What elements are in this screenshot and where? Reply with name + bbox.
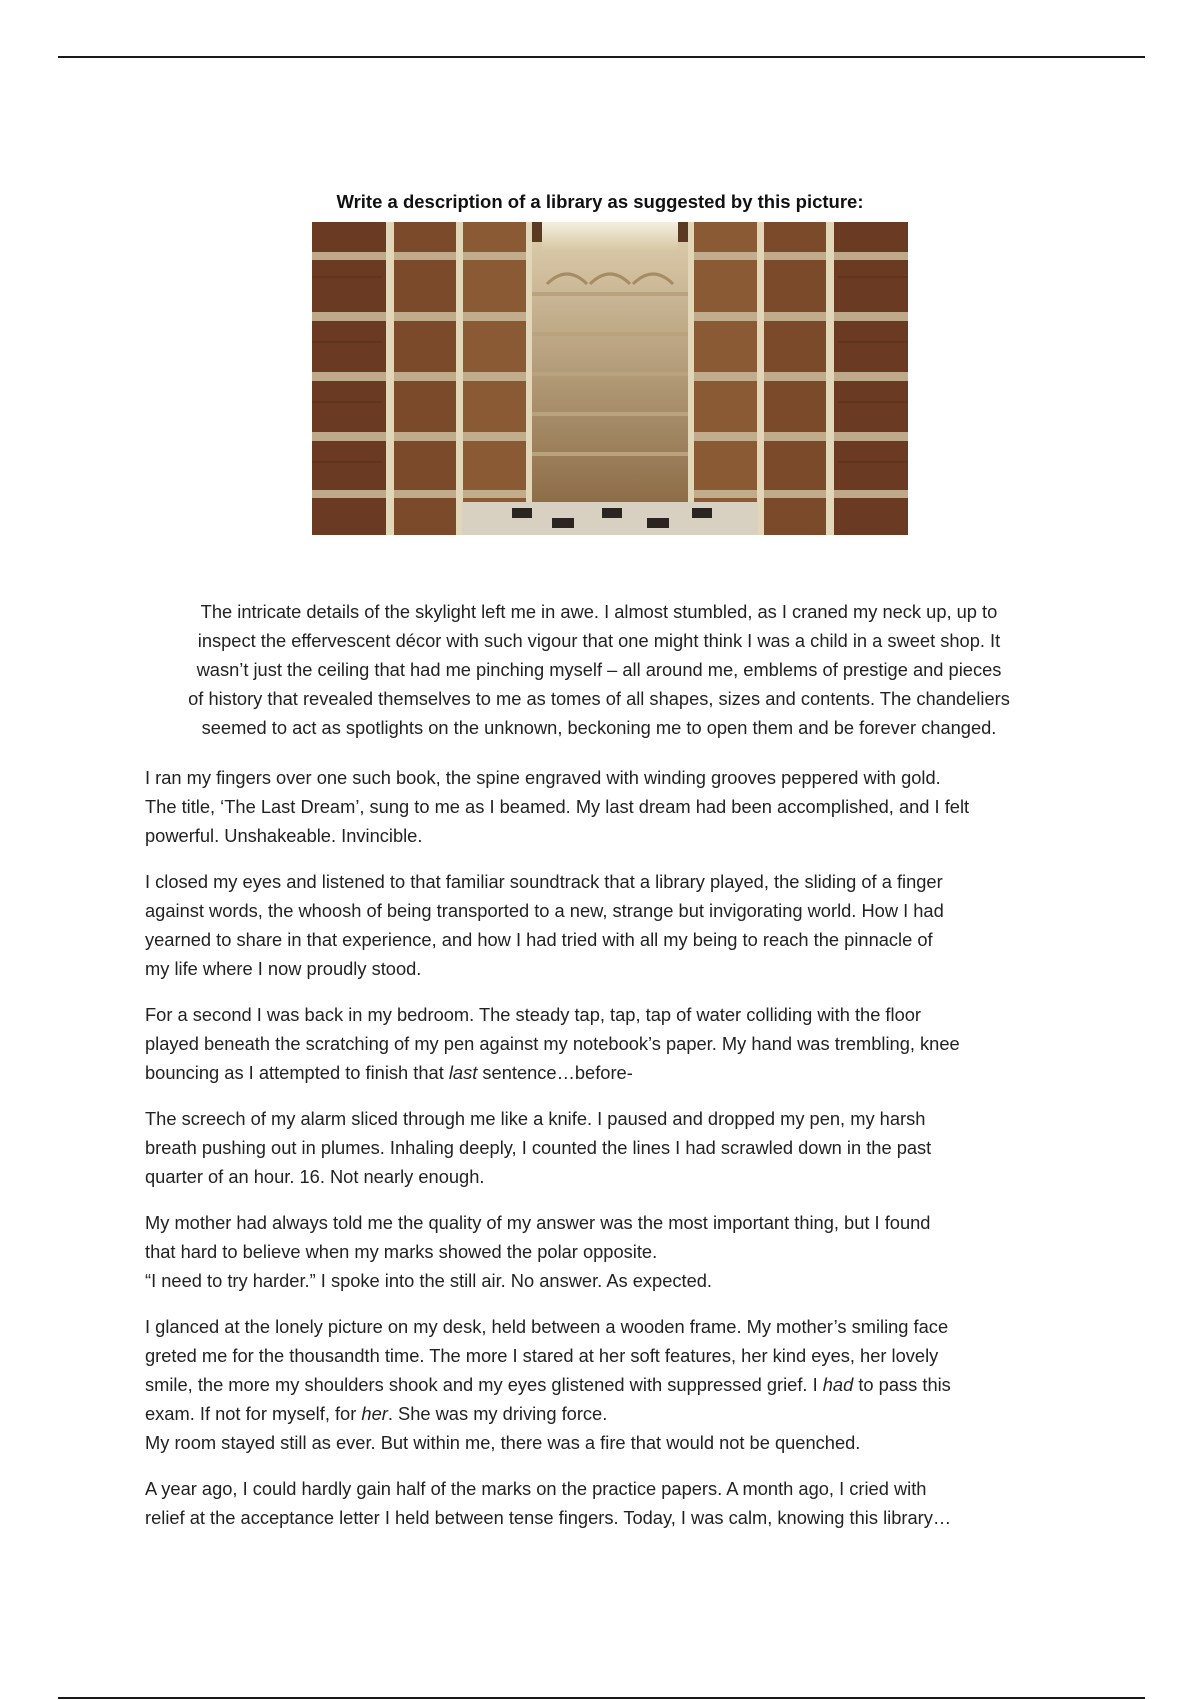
- paragraph: [145, 1104, 1053, 1191]
- library-photo: [312, 222, 908, 535]
- text-line: breath pushing out in plumes. Inhaling deeply, I counted the lines I had scrawled down in the past: [145, 1137, 932, 1158]
- paragraph: [145, 867, 1053, 983]
- text-line: I closed my eyes and listened to that familiar soundtrack that a library played, the sliding of a finger: [145, 871, 943, 892]
- text-line: inspect the effervescent décor with such vigour that one might think I was a child in a sweet shop. It: [197, 630, 1001, 651]
- text-line: smile, the more my shoulders shook and my eyes glistened with suppressed grief. I had to pass this: [145, 1374, 951, 1395]
- text-line: that hard to believe when my marks showed the polar opposite.: [145, 1241, 658, 1262]
- top-rule: [58, 56, 1145, 58]
- emphasis: her: [361, 1403, 388, 1424]
- text-line: The screech of my alarm sliced through me like a knife. I paused and dropped my pen, my harsh: [145, 1108, 926, 1129]
- intro-paragraph: [140, 597, 1058, 759]
- bottom-rule: [58, 1697, 1145, 1699]
- text-line: my life where I now proudly stood.: [145, 958, 422, 979]
- text-line: bouncing as I attempted to finish that last sentence…before-: [145, 1062, 633, 1083]
- text-line: I ran my fingers over one such book, the spine engraved with winding grooves peppered with gold.: [145, 767, 941, 788]
- emphasis: had: [822, 1374, 854, 1395]
- paragraph: [145, 1312, 1053, 1457]
- text-line: A year ago, I could hardly gain half of the marks on the practice papers. A month ago, I cried with: [145, 1478, 927, 1499]
- text-line: The intricate details of the skylight left me in awe. I almost stumbled, as I craned my neck up, up to: [200, 601, 998, 622]
- paragraph: [145, 1474, 1053, 1532]
- text-line: of history that revealed themselves to me as tomes of all shapes, sizes and contents. The chandeliers: [188, 688, 1010, 709]
- emphasis: last: [448, 1062, 478, 1083]
- text-line: powerful. Unshakeable. Invincible.: [145, 825, 423, 846]
- text-line: The title, ‘The Last Dream’, sung to me as I beamed. My last dream had been accomplished, and I felt: [145, 796, 970, 817]
- text-line: played beneath the scratching of my pen against my notebook’s paper. My hand was trembling, knee: [145, 1033, 960, 1054]
- text-line: “I need to try harder.” I spoke into the still air. No answer. As expected.: [145, 1270, 713, 1291]
- text-line: For a second I was back in my bedroom. The steady tap, tap, tap of water colliding with the floor: [145, 1004, 921, 1025]
- text-line: wasn’t just the ceiling that had me pinching myself – all around me, emblems of prestige and pieces: [196, 659, 1002, 680]
- text-line: greted me for the thousandth time. The more I stared at her soft features, her kind eyes, her lovely: [145, 1345, 939, 1366]
- text-line: I glanced at the lonely picture on my desk, held between a wooden frame. My mother’s smiling face: [145, 1316, 949, 1337]
- prompt-heading: Write a description of a library as suggested by this picture:: [336, 191, 864, 212]
- paragraph: [145, 1208, 1053, 1295]
- text-line: relief at the acceptance letter I held between tense fingers. Today, I was calm, knowing this library…: [145, 1507, 952, 1528]
- text-line: yearned to share in that experience, and how I had tried with all my being to reach the pinnacle of: [145, 929, 933, 950]
- text-line: quarter of an hour. 16. Not nearly enough.: [145, 1166, 485, 1187]
- paragraph: [145, 1000, 1053, 1087]
- paragraph: [145, 763, 1053, 850]
- text-line: against words, the whoosh of being transported to a new, strange but invigorating world. How I had: [145, 900, 944, 921]
- text-line: My mother had always told me the quality of my answer was the most important thing, but I found: [145, 1212, 931, 1233]
- text-line: exam. If not for myself, for her. She was my driving force.: [145, 1403, 608, 1424]
- text-line: seemed to act as spotlights on the unknown, beckoning me to open them and be forever changed.: [201, 717, 997, 738]
- text-line: My room stayed still as ever. But within me, there was a fire that would not be quenched.: [145, 1432, 861, 1453]
- essay-body: [145, 763, 1053, 1549]
